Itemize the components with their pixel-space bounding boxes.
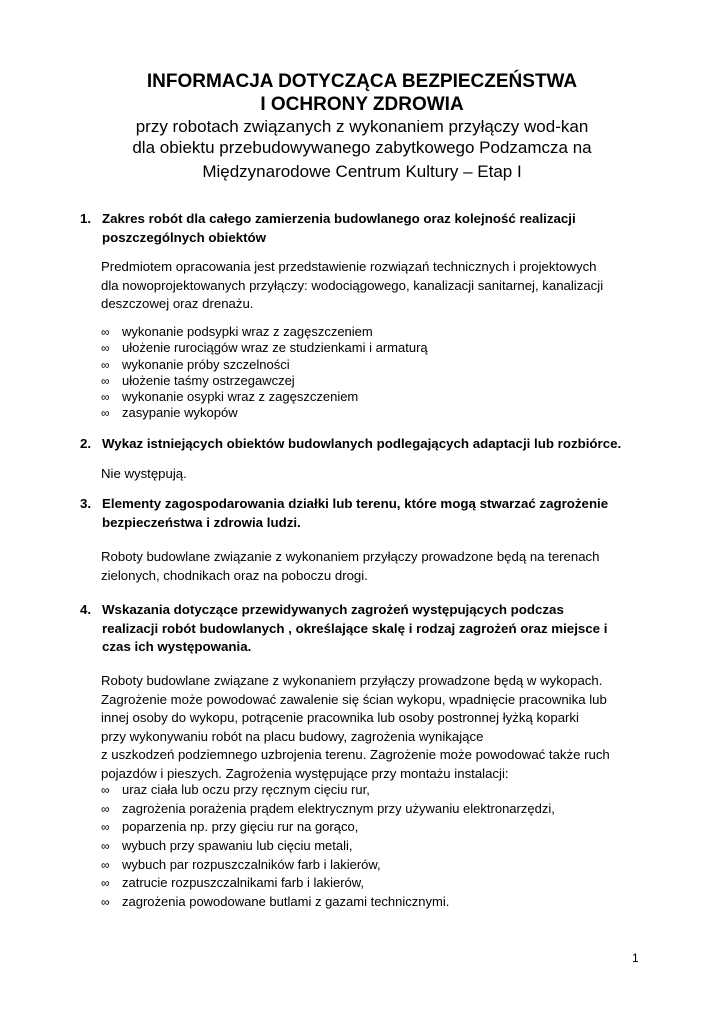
section-number: 1. bbox=[80, 211, 92, 226]
infinity-bullet-icon: ∞ bbox=[101, 783, 110, 797]
infinity-bullet-icon: ∞ bbox=[101, 406, 110, 421]
list-item: ∞ poparzenia np. przy gięciu rur na gorąco, bbox=[101, 818, 641, 837]
infinity-bullet-icon: ∞ bbox=[101, 895, 110, 910]
paragraph-line: przy wykonywaniu robót na placu budowy, zagrożenia wynikające bbox=[101, 728, 484, 744]
section-4-paragraph bbox=[101, 672, 641, 783]
section-3-heading-line-2: bezpieczeństwa i zdrowia ludzi. bbox=[102, 514, 301, 530]
section-1-heading-line-1: Zakres robót dla całego zamierzenia budowlanego oraz kolejność realizacji bbox=[102, 211, 576, 226]
section-4-heading-line-1: Wskazania dotyczące przewidywanych zagrożeń występujących podczas bbox=[102, 602, 564, 617]
list-item: ∞ wykonanie próby szczelności bbox=[101, 356, 290, 372]
paragraph-line: dla nowoprojektowanych przyłączy: wodociągowego, kanalizacji sanitarnej, kanalizacji bbox=[101, 277, 604, 293]
section-1-paragraph bbox=[101, 258, 641, 314]
infinity-bullet-icon: ∞ bbox=[101, 820, 110, 835]
list-item: ∞ zagrożenia porażenia prądem elektrycznym przy używaniu elektronarzędzi, bbox=[101, 800, 641, 819]
section-2-heading-text: Wykaz istniejących obiektów budowlanych podlegających adaptacji lub rozbiórce. bbox=[102, 436, 622, 451]
infinity-bullet-icon: ∞ bbox=[101, 876, 110, 891]
document-subtitle-line-1: przy robotach związanych z wykonaniem przyłączy wod-kan bbox=[135, 117, 589, 136]
document-subtitle-line-3: Międzynarodowe Centrum Kultury – Etap I bbox=[202, 162, 522, 181]
paragraph-line: zielonych, chodnikach oraz na poboczu drogi. bbox=[101, 567, 368, 583]
infinity-bullet-icon: ∞ bbox=[101, 325, 110, 339]
document-subtitle-line-2: dla obiektu przebudowywanego zabytkowego Podzamcza na bbox=[132, 138, 592, 157]
list-item: ∞ zatrucie rozpuszczalnikami farb i lakierów, bbox=[101, 874, 641, 893]
paragraph-line: Roboty budowlane związanie z wykonaniem przyłączy prowadzone będą na terenach bbox=[101, 549, 600, 564]
infinity-bullet-icon: ∞ bbox=[101, 390, 110, 405]
infinity-bullet-icon: ∞ bbox=[101, 341, 110, 356]
section-3-heading-line-1: Elementy zagospodarowania działki lub terenu, które mogą stwarzać zagrożenie bbox=[102, 496, 609, 511]
paragraph-line: Roboty budowlane związane z wykonaniem przyłączy prowadzone będą w wykopach. bbox=[101, 673, 603, 688]
infinity-bullet-icon: ∞ bbox=[101, 373, 110, 388]
list-item: ∞ wykonanie osypki wraz z zagęszczeniem bbox=[101, 389, 359, 405]
section-number: 2. bbox=[80, 436, 92, 451]
paragraph-line: innej osoby do wykopu, potrącenie pracownika lub osoby postronnej łyżką koparki bbox=[101, 710, 579, 725]
section-4-heading-line-2: realizacji robót budowlanych , określające skalę i rodzaj zagrożeń oraz miejsce i bbox=[102, 620, 608, 636]
infinity-bullet-icon: ∞ bbox=[101, 839, 110, 854]
paragraph-line: z uszkodzeń podziemnego uzbrojenia terenu. Zagrożenie może powodować także ruch bbox=[101, 747, 610, 762]
section-4-bullet-list bbox=[101, 781, 641, 912]
paragraph-line: Nie występują. bbox=[101, 466, 187, 481]
section-1-bullet-list bbox=[101, 324, 641, 422]
section-3-paragraph bbox=[101, 548, 641, 585]
section-2-paragraph bbox=[101, 465, 641, 484]
list-item: ∞ wykonanie podsypki wraz z zagęszczeniem bbox=[101, 324, 373, 339]
document-title-line-1: INFORMACJA DOTYCZĄCA BEZPIECZEŃSTWA bbox=[146, 71, 578, 92]
list-item: ∞ ułożenie taśmy ostrzegawczej bbox=[101, 372, 295, 388]
infinity-bullet-icon: ∞ bbox=[101, 357, 110, 372]
page-number: 1 bbox=[632, 951, 639, 965]
list-item: ∞ zagrożenia powodowane butlami z gazami technicznymi. bbox=[101, 893, 641, 912]
section-number: 3. bbox=[80, 496, 92, 511]
paragraph-line: pojazdów i pieszych. Zagrożenia występujące przy montażu instalacji: bbox=[101, 765, 509, 781]
list-item: ∞ wybuch par rozpuszczalników farb i lakierów, bbox=[101, 856, 641, 875]
section-1-heading-line-2: poszczególnych obiektów bbox=[102, 229, 267, 245]
paragraph-line: Predmiotem opracowania jest przedstawienie rozwiązań technicznych i projektowych bbox=[101, 259, 597, 274]
infinity-bullet-icon: ∞ bbox=[101, 857, 110, 872]
paragraph-line: deszczowej oraz drenażu. bbox=[101, 296, 254, 311]
list-item: ∞ uraz ciała lub oczu przy ręcznym cięciu rur, bbox=[101, 781, 641, 800]
section-4-heading-line-3: czas ich występowania. bbox=[102, 639, 252, 654]
document-title-line-2: I OCHRONY ZDROWIA bbox=[260, 94, 464, 115]
infinity-bullet-icon: ∞ bbox=[101, 801, 110, 816]
list-item: ∞ zasypanie wykopów bbox=[101, 405, 238, 421]
list-item: ∞ wybuch przy spawaniu lub cięciu metali, bbox=[101, 837, 641, 856]
section-number: 4. bbox=[80, 602, 92, 617]
paragraph-line: Zagrożenie może powodować zawalenie się ścian wykopu, wpadnięcie pracownika lub bbox=[101, 691, 607, 707]
list-item: ∞ ułożenie rurociągów wraz ze studzienkami i armaturą bbox=[101, 340, 428, 356]
